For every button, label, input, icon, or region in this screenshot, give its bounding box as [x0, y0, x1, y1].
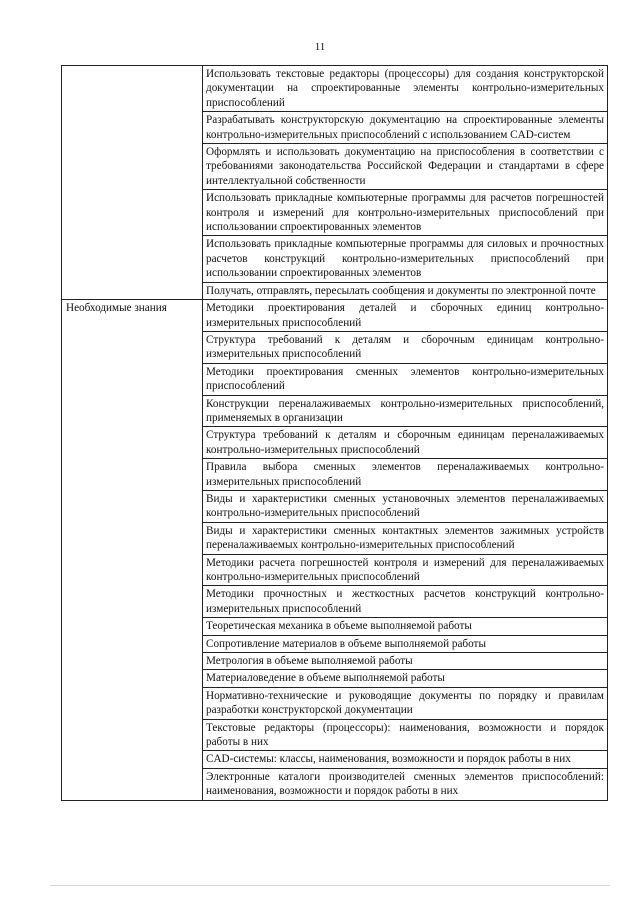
knowledge-item: Виды и характеристики сменных контактных элементов зажимных устройств переналаживаемых контрольно-измерительных приспособлений [203, 522, 608, 554]
scan-edge-line [50, 885, 610, 886]
knowledge-item: Конструкции переналаживаемых контрольно-измерительных приспособлений, применяемых в организации [203, 395, 608, 427]
knowledge-item: Текстовые редакторы (процессоры): наименования, возможности и порядок работы в них [203, 719, 608, 751]
knowledge-item: Структура требований к деталям и сборочным единицам переналаживаемых контрольно-измерительных приспособлений [203, 427, 608, 459]
skill-item: Разрабатывать конструкторскую документацию на спроектированные элементы контрольно-измерительных приспособлений с использованием CAD-систем [203, 112, 608, 144]
knowledge-label: Необходимые знания [62, 300, 203, 801]
skill-item: Получать, отправлять, пересылать сообщения и документы по электронной почте [203, 282, 608, 299]
page-number: 11 [314, 41, 326, 53]
skill-item: Использовать прикладные компьютерные программы для силовых и прочностных расчетов конструкций контрольно-измерительных приспособлений при использовании спроектированных элементов [203, 236, 608, 282]
knowledge-item: Метрология в объеме выполняемой работы [203, 653, 608, 670]
knowledge-item: Методики проектирования деталей и сборочных единиц контрольно-измерительных приспособлений [203, 300, 608, 332]
skill-item: Использовать прикладные компьютерные программы для расчетов погрешностей контроля и измерений для контрольно-измерительных приспособлений при использовании спроектированных элементов [203, 190, 608, 236]
knowledge-item: Материаловедение в объеме выполняемой работы [203, 670, 608, 687]
knowledge-item: Методики проектирования сменных элементов контрольно-измерительных приспособлений [203, 363, 608, 395]
knowledge-item: Сопротивление материалов в объеме выполняемой работы [203, 635, 608, 652]
skills-label-cell [62, 66, 203, 300]
skill-item: Использовать текстовые редакторы (процессоры) для создания конструкторской документации на спроектированные элементы контрольно-измерительных приспособлений [203, 66, 608, 112]
requirements-table [61, 65, 608, 801]
knowledge-item: Методики прочностных и жесткостных расчетов конструкций контрольно-измерительных приспособлений [203, 586, 608, 618]
knowledge-item: Правила выбора сменных элементов переналаживаемых контрольно-измерительных приспособлений [203, 459, 608, 491]
knowledge-item: Электронные каталоги производителей сменных элементов приспособлений: наименования, возможности и порядок работы в них [203, 768, 608, 800]
skill-item: Оформлять и использовать документацию на приспособления в соответствии с требованиями законодательства Российской Федерации и стандартами в сфере интеллектуальной собственности [203, 144, 608, 190]
table-row [62, 300, 608, 332]
knowledge-item: Методики расчета погрешностей контроля и измерений для переналаживаемых контрольно-измерительных приспособлений [203, 554, 608, 586]
table-row [62, 66, 608, 112]
knowledge-item: Нормативно-технические и руководящие документы по порядку и правилам разработки конструкторской документации [203, 687, 608, 719]
knowledge-item: Структура требований к деталям и сборочным единицам контрольно-измерительных приспособлений [203, 331, 608, 363]
knowledge-item: Теоретическая механика в объеме выполняемой работы [203, 618, 608, 635]
knowledge-item: Виды и характеристики сменных установочных элементов переналаживаемых контрольно-измерительных приспособлений [203, 490, 608, 522]
knowledge-item: CAD-системы: классы, наименования, возможности и порядок работы в них [203, 751, 608, 768]
